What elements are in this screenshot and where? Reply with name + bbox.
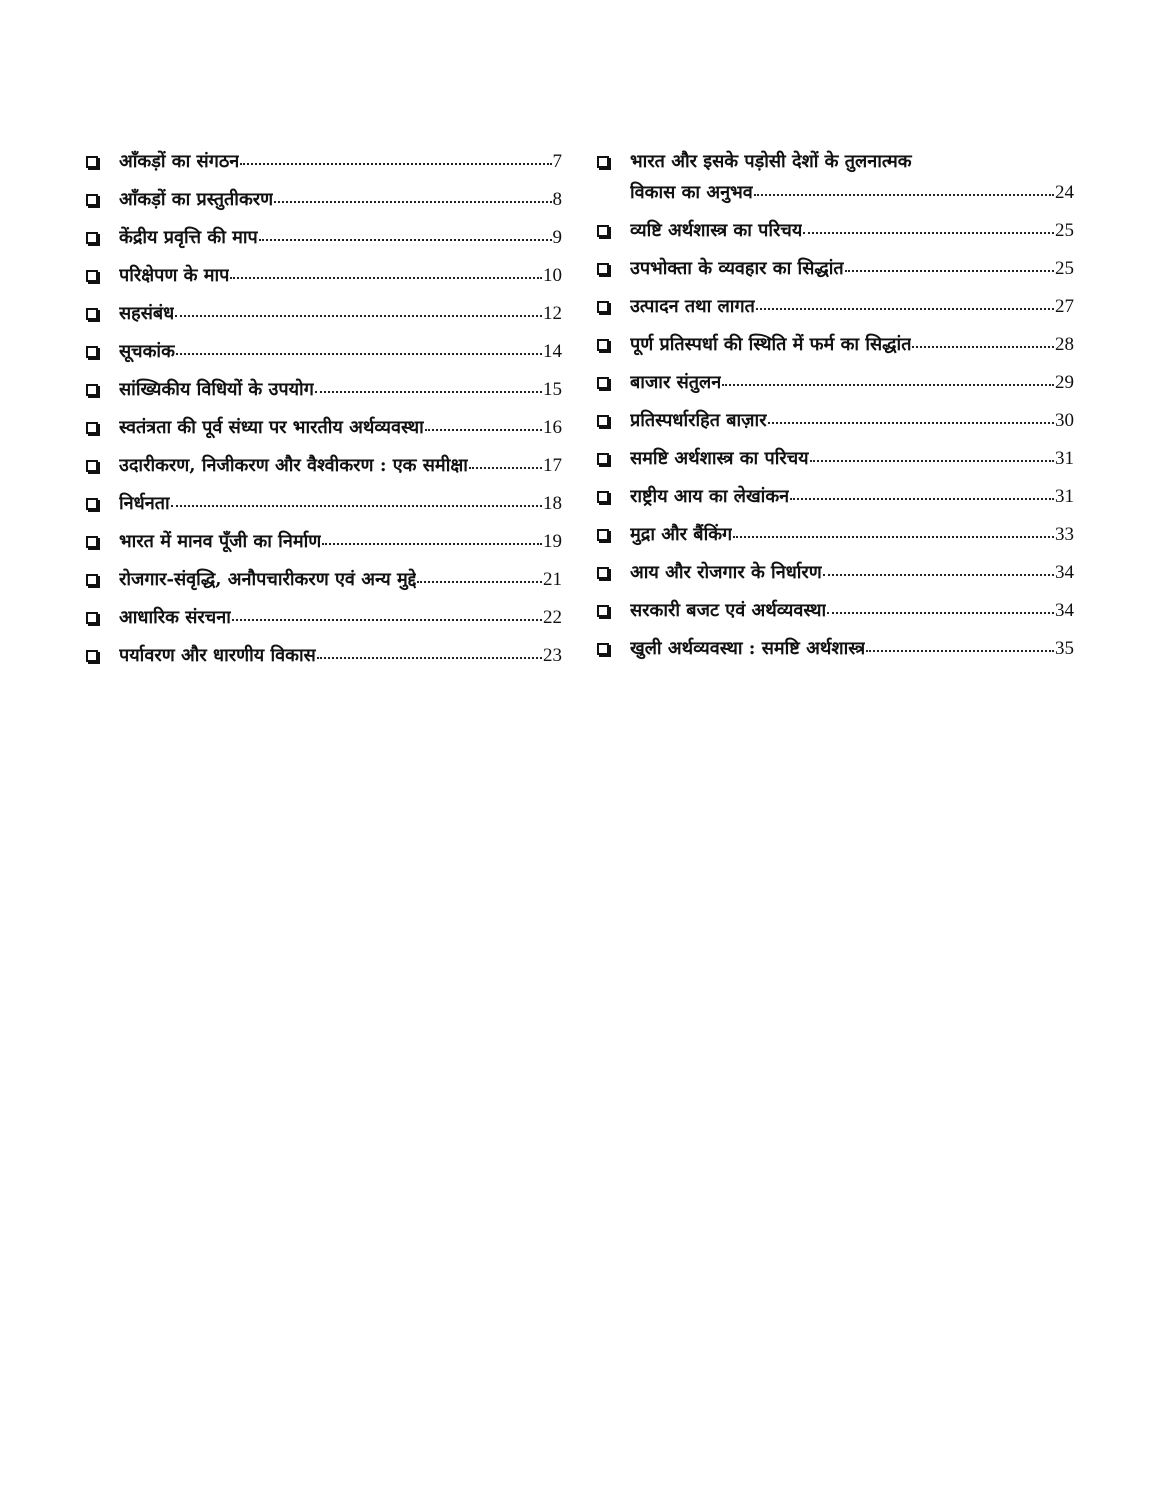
checkbox-icon (597, 567, 609, 579)
dot-leader (417, 580, 542, 583)
dot-leader (827, 611, 1054, 614)
entry-title: उपभोक्ता के व्यवहार का सिद्धांत (630, 258, 844, 279)
entry-title: उत्पादन तथा लागत (630, 296, 755, 317)
dot-leader (176, 352, 542, 355)
entry-page-number: 31 (1055, 486, 1074, 507)
dot-leader (733, 535, 1054, 538)
checkbox-icon (86, 422, 98, 434)
dot-leader (315, 390, 542, 393)
entry-title: समष्टि अर्थशास्त्र का परिचय (630, 448, 809, 469)
toc-entry[interactable] (86, 564, 562, 595)
entry-title: व्यष्टि अर्थशास्त्र का परिचय (630, 220, 803, 241)
dot-leader (232, 618, 542, 621)
entry-page-number: 23 (543, 645, 562, 666)
entry-page-number: 12 (543, 303, 562, 324)
toc-entry[interactable] (597, 443, 1074, 474)
dot-leader (425, 428, 542, 431)
entry-page-number: 10 (543, 265, 562, 286)
entry-title: सांख्यिकीय विधियों के उपयोग (119, 379, 314, 400)
toc-right-column (597, 146, 1074, 671)
dot-leader (175, 314, 542, 317)
entry-page-number: 17 (543, 455, 562, 476)
toc-entry[interactable] (86, 222, 562, 253)
dot-leader (322, 542, 542, 545)
dot-leader (240, 162, 551, 165)
dot-leader (823, 573, 1054, 576)
dot-leader (768, 421, 1054, 424)
dot-leader (803, 231, 1054, 234)
checkbox-icon (86, 536, 98, 548)
checkbox-icon (597, 605, 609, 617)
checkbox-icon (86, 574, 98, 586)
entry-title-line1: भारत और इसके पड़ोसी देशों के तुलनात्मक (630, 151, 912, 172)
entry-page-number: 21 (543, 569, 562, 590)
entry-page-number: 34 (1055, 562, 1074, 583)
entry-title: परिक्षेपण के माप (119, 265, 230, 286)
entry-title: बाजार संतुलन (630, 372, 722, 393)
entry-title: केंद्रीय प्रवृत्ति की माप (119, 227, 258, 248)
entry-page-number: 19 (543, 531, 562, 552)
checkbox-icon (86, 346, 98, 358)
entry-page-number: 30 (1055, 410, 1074, 431)
entry-page-number: 29 (1055, 372, 1074, 393)
checkbox-icon (86, 650, 98, 662)
checkbox-icon (597, 529, 609, 541)
checkbox-icon (597, 491, 609, 503)
checkbox-icon (597, 225, 609, 237)
entry-page-number: 31 (1055, 448, 1074, 469)
toc-entry[interactable] (597, 405, 1074, 436)
toc-entry[interactable] (86, 184, 562, 215)
dot-leader (790, 497, 1054, 500)
toc-entry[interactable] (597, 557, 1074, 588)
entry-page-number: 25 (1055, 220, 1074, 241)
entry-page-number: 33 (1055, 524, 1074, 545)
entry-page-number: 14 (543, 341, 562, 362)
entry-title: राष्ट्रीय आय का लेखांकन (630, 486, 790, 507)
toc-entry[interactable] (86, 526, 562, 557)
entry-title: स्वतंत्रता की पूर्व संध्या पर भारतीय अर्थव्यवस्था (119, 417, 424, 438)
toc-entry[interactable] (597, 595, 1074, 626)
toc-left-column (86, 146, 562, 678)
entry-page-number: 8 (552, 189, 562, 210)
entry-page-number: 15 (543, 379, 562, 400)
entry-title: आँकड़ों का प्रस्तुतीकरण (119, 189, 274, 210)
toc-entry[interactable] (597, 519, 1074, 550)
toc-entry[interactable] (597, 146, 1074, 208)
checkbox-icon (597, 156, 609, 168)
entry-title: सहसंबंध (119, 303, 175, 324)
checkbox-icon (86, 308, 98, 320)
entry-title: आधारिक संरचना (119, 607, 231, 628)
toc-entry[interactable] (597, 633, 1074, 664)
toc-entry[interactable] (86, 260, 562, 291)
toc-entry[interactable] (597, 253, 1074, 284)
toc-entry[interactable] (597, 481, 1074, 512)
dot-leader (230, 276, 542, 279)
entry-title: सरकारी बजट एवं अर्थव्यवस्था (630, 600, 827, 621)
checkbox-icon (597, 643, 609, 655)
checkbox-icon (86, 156, 98, 168)
dot-leader (259, 238, 552, 241)
toc-entry[interactable] (86, 602, 562, 633)
entry-title: सूचकांक (119, 341, 175, 362)
toc-entry[interactable] (86, 298, 562, 329)
toc-entry[interactable] (597, 367, 1074, 398)
checkbox-icon (597, 301, 609, 313)
entry-page-number: 16 (543, 417, 562, 438)
toc-entry[interactable] (597, 329, 1074, 360)
entry-page-number: 9 (552, 227, 562, 248)
checkbox-icon (86, 498, 98, 510)
entry-page-number: 25 (1055, 258, 1074, 279)
toc-entry[interactable] (86, 146, 562, 177)
toc-entry[interactable] (86, 450, 562, 481)
entry-title: रोजगार-संवृद्धि, अनौपचारीकरण एवं अन्य मुद्दे (119, 569, 417, 590)
entry-page-number: 24 (1055, 182, 1074, 203)
dot-leader (810, 459, 1054, 462)
toc-entry[interactable] (597, 215, 1074, 246)
entry-title: पूर्ण प्रतिस्पर्धा की स्थिति में फर्म का सिद्धांत (630, 334, 912, 355)
dot-leader (171, 504, 542, 507)
checkbox-icon (597, 453, 609, 465)
dot-leader (469, 466, 542, 469)
checkbox-icon (597, 339, 609, 351)
dot-leader (912, 345, 1054, 348)
dot-leader (274, 200, 551, 203)
checkbox-icon (597, 415, 609, 427)
dot-leader (722, 383, 1054, 386)
toc-entry[interactable] (86, 488, 562, 519)
toc-entry[interactable] (597, 291, 1074, 322)
entry-title: आँकड़ों का संगठन (119, 151, 240, 172)
entry-title: पर्यावरण और धारणीय विकास (119, 645, 316, 666)
checkbox-icon (597, 377, 609, 389)
entry-page-number: 28 (1055, 334, 1074, 355)
checkbox-icon (86, 612, 98, 624)
dot-leader (317, 656, 542, 659)
entry-page-number: 35 (1055, 638, 1074, 659)
checkbox-icon (86, 460, 98, 472)
entry-title: उदारीकरण, निजीकरण और वैश्वीकरण : एक समीक्षा (119, 455, 468, 476)
toc-entry[interactable] (86, 374, 562, 405)
toc-entry[interactable] (86, 412, 562, 443)
entry-page-number: 27 (1055, 296, 1074, 317)
entry-title: प्रतिस्पर्धारहित बाज़ार (630, 410, 767, 431)
dot-leader (845, 269, 1054, 272)
entry-page-number: 22 (543, 607, 562, 628)
dot-leader (756, 307, 1054, 310)
checkbox-icon (86, 270, 98, 282)
checkbox-icon (597, 263, 609, 275)
checkbox-icon (86, 194, 98, 206)
entry-page-number: 7 (552, 151, 562, 172)
entry-title: आय और रोजगार के निर्धारण (630, 562, 822, 583)
entry-page-number: 34 (1055, 600, 1074, 621)
checkbox-icon (86, 232, 98, 244)
toc-entry[interactable] (86, 336, 562, 367)
dot-leader (866, 649, 1054, 652)
entry-page-number: 18 (543, 493, 562, 514)
dot-leader (754, 193, 1054, 196)
entry-title-line2: विकास का अनुभव (630, 182, 753, 203)
entry-title: निर्धनता (119, 493, 170, 514)
entry-title: भारत में मानव पूँजी का निर्माण (119, 531, 322, 552)
entry-title: मुद्रा और बैंकिंग (630, 524, 733, 545)
toc-entry[interactable] (86, 640, 562, 671)
entry-title: खुली अर्थव्यवस्था : समष्टि अर्थशास्त्र (630, 638, 866, 659)
checkbox-icon (86, 384, 98, 396)
